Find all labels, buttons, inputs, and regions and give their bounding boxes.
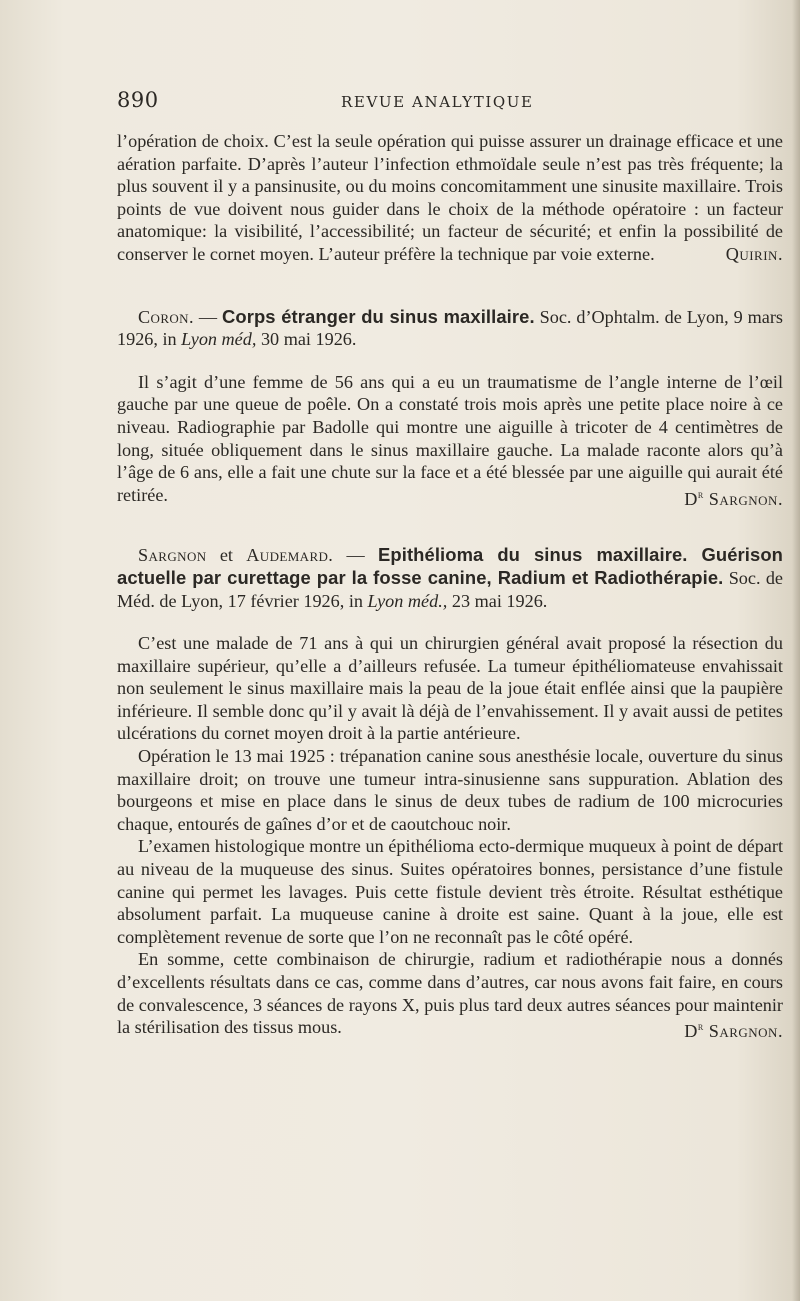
article-heading-coron [117,306,783,351]
journal-name: Lyon méd., [367,590,448,611]
signature-sargnon-1: $D^r$ Sargnon. [684,488,783,509]
article-body-paragraph: Opération le 13 mai 1925 : trépanation canine sous anesthésie locale, ouverture du sinus maxillaire droit; on trouve une tumeur intra-sinusienne sans suppuration. Ablation des bourgeons et mise en place dans le sinus de deux tubes de radium de 100 microcuries chaque, entourés de gaînes d’or et de caoutchouc noir. [117,746,783,834]
running-title: REVUE ANALYTIQUE [341,93,534,111]
heading-dash: — [193,306,222,327]
article-body-text: En somme, cette combinaison de chirurgie, radium et radiothérapie nous a donnés d’excellents résultats dans ce cas, comme dans d’autres, car nous avons fait faire, en cours de convalescence, 3 séances de rayons X, puis plus tard deux autres séances pour maintenir la stérilisation des tissus mous. [117,949,783,1038]
signature-quirin: Quirin. [725,243,783,264]
article-body-paragraph: C’est une malade de 71 ans à qui un chirurgien général avait proposé la résection du maxillaire supérieur, qu’elle a d’ailleurs refusée. La tumeur épithéliomateuse envahissait non seulement le sinus maxillaire mais la peau de la joue était enflée ainsi que la paupière inférieure. Il semble donc qu’il y avait là déjà de l’envahissement. Il y avait aussi de petites ulcérations du cornet moyen droit à la partie antérieure. [117,633,783,744]
article-reference: Soc. de Méd. de Lyon, 17 février 1926, in [117,567,783,611]
article-body-paragraph: L’examen histologique montre un épithélioma ecto-dermique muqueux à point de départ au niveau de la muqueuse des sinus. Suites opératoires bonnes, persistance d’une fistule canine qui permet les lavages. Puis cette fistule devient très étroite. Résultat esthétique absolument parfait. La muqueuse canine à droite est saine. Quant à la joue, elle est complètement revenue de sorte que l’on ne reconnaît pas le côté opéré. [117,836,783,947]
page-number: 890 [117,88,159,112]
journal-name: Lyon méd, [181,329,257,350]
article-author: Sargnon [138,545,207,566]
author-conjunction: et [206,545,247,566]
heading-dash: — [333,545,379,566]
article-author-2: Audemard. [246,545,334,566]
continued-paragraph-text: l’opération de choix. C’est la seule opération qui puisse assurer un drainage efficace et une aération parfaite. D’après l’auteur l’infection ethmoïdale seule n’est pas très fréquente; la plus souvent il y a pansinusite, ou du moins concomitamment une sinusite maxillaire. Trois points de vue doivent nous guider dans le choix de la méthode opératoire : un facteur anatomique: la visibilité, l’accessibilité; un facteur de sécurité; et enfin la possibilité de conserver le cornet moyen. L’auteur préfère la technique par voie externe. [117,131,783,264]
article-body-paragraph-final [117,948,783,1042]
page-edge-shadow [792,0,800,1301]
article-reference-date: 23 mai 1926. [447,590,548,611]
page-header [117,88,783,118]
article-title: Epithélioma du sinus maxillaire. Guérison actuelle par curettage par la fosse canine, Radium et Radiothérapie. [117,544,783,588]
article-reference: Soc. d’Ophtalm. de Lyon, 9 mars 1926, in [117,306,783,350]
article-body-coron [117,371,783,507]
article-heading-sargnon [117,544,783,612]
signature-sargnon-2: $D^r$ Sargnon. [684,1021,783,1042]
continued-paragraph [117,130,783,266]
page-content [117,130,783,1043]
article-reference-date: 30 mai 1926. [256,329,357,350]
article-title: Corps étranger du sinus maxillaire. [221,305,535,327]
article-body-text: Il s’agit d’une femme de 56 ans qui a eu un traumatisme de l’angle interne de l’œil gauche par une queue de poêle. On a constaté trois mois après une petite place noire à ce niveau. Radiographie par Badolle qui montre une aiguille à tricoter de 4 centimètres de long, située obliquement dans le sinus maxillaire gauche. La malade raconte alors qu’à l’âge de 6 ans, elle a fait une chute sur la face et a été blessée par une aiguille qui aurait été retirée. [117,371,783,505]
article-author: Coron. [138,306,194,327]
